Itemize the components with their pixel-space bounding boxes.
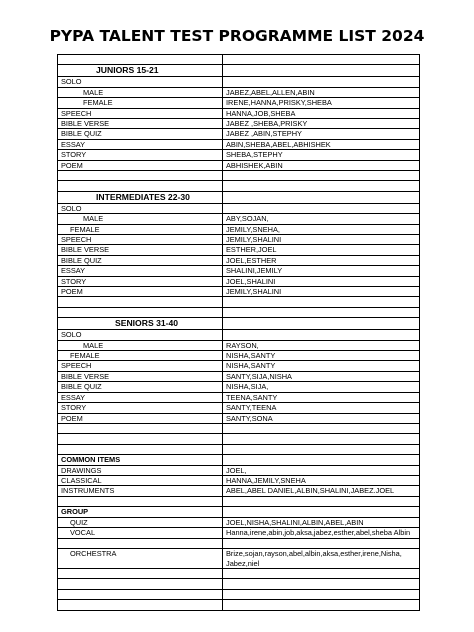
item-cell	[58, 361, 223, 371]
blank-row	[58, 181, 420, 191]
item-cell	[58, 496, 223, 506]
item-label: MALE	[83, 214, 104, 224]
names-label: NISHA,SANTY	[226, 351, 276, 361]
item-label: BIBLE QUIZ	[61, 382, 102, 392]
blank-row	[58, 171, 420, 181]
blank-row	[58, 600, 420, 610]
item-label: FEMALE	[70, 224, 100, 234]
item-cell	[58, 307, 223, 317]
names-label: ESTHER,JOEL	[226, 245, 277, 255]
blank-row	[58, 496, 420, 506]
table-row	[58, 392, 420, 402]
item-label: STORY	[61, 150, 87, 160]
names-cell	[223, 266, 420, 276]
names-cell	[223, 382, 420, 392]
names-label: JOEL,	[226, 465, 247, 475]
names-cell	[223, 351, 420, 361]
item-cell	[58, 297, 223, 307]
table-row	[58, 527, 420, 538]
table-row	[58, 403, 420, 413]
names-cell	[223, 507, 420, 517]
table-row	[58, 119, 420, 129]
item-label: FEMALE	[83, 98, 113, 108]
names-cell	[223, 403, 420, 413]
item-cell	[58, 235, 223, 245]
blank-row	[58, 569, 420, 579]
item-label: CLASSICAL	[61, 475, 102, 485]
table-row	[58, 214, 420, 224]
item-cell	[58, 548, 223, 568]
item-label: MALE	[83, 340, 104, 350]
item-cell	[58, 87, 223, 97]
item-cell	[58, 255, 223, 265]
names-cell	[223, 455, 420, 465]
blank-row	[58, 444, 420, 454]
item-label: VOCAL	[70, 527, 96, 537]
names-cell	[223, 340, 420, 350]
names-cell	[223, 65, 420, 77]
item-cell	[58, 579, 223, 589]
item-cell	[58, 318, 223, 330]
names-label: HANNA,JOB,SHEBA	[226, 108, 296, 118]
table-row	[58, 77, 420, 87]
item-cell	[58, 330, 223, 340]
names-cell	[223, 203, 420, 213]
names-label: NISHA,SANTY	[226, 361, 276, 371]
table-row	[58, 108, 420, 118]
names-label: SANTY,SIJA,NISHA	[226, 371, 292, 381]
names-label: JABEZ ,SHEBA,PRISKY	[226, 119, 308, 129]
item-cell	[58, 434, 223, 444]
item-label: MALE	[83, 87, 104, 97]
names-label: TEENA,SANTY	[226, 392, 278, 402]
names-cell	[223, 527, 420, 538]
names-label: SHEBA,STEPHY	[226, 150, 283, 160]
names-label: Hanna,irene,abin,job,aksa,jabez,esther,abel,sheba Albin	[226, 527, 411, 537]
table-row	[58, 486, 420, 496]
item-label: SPEECH	[61, 108, 92, 118]
names-cell	[223, 579, 420, 589]
blank-row	[58, 579, 420, 589]
names-label: JABEZ ,ABIN,STEPHY	[226, 129, 302, 139]
names-label: Brize,sojan,rayson,abel,albin,aksa,esther,irene,Nisha, Jabez,niel	[226, 548, 402, 568]
table-row	[58, 139, 420, 149]
item-cell	[58, 55, 223, 65]
names-cell	[223, 98, 420, 108]
names-label: ABIN,SHEBA,ABEL,ABHISHEK	[226, 139, 331, 149]
item-label: FEMALE	[70, 351, 100, 361]
table-row	[58, 413, 420, 423]
item-cell	[58, 392, 223, 402]
blank-row	[58, 423, 420, 433]
names-cell	[223, 307, 420, 317]
blank-row	[58, 307, 420, 317]
names-cell	[223, 413, 420, 423]
names-label: JEMILY,SNEHA,	[226, 224, 280, 234]
item-cell	[58, 119, 223, 129]
item-cell	[58, 77, 223, 87]
item-cell	[58, 413, 223, 423]
item-label: SPEECH	[61, 235, 92, 245]
item-cell	[58, 423, 223, 433]
table-row	[58, 129, 420, 139]
names-cell	[223, 129, 420, 139]
item-cell	[58, 276, 223, 286]
item-cell	[58, 266, 223, 276]
table-row	[58, 245, 420, 255]
table-row	[58, 255, 420, 265]
item-cell	[58, 600, 223, 610]
table-row	[58, 351, 420, 361]
table-row	[58, 150, 420, 160]
item-cell	[58, 538, 223, 548]
item-cell	[58, 382, 223, 392]
names-label: JEMILY,SHALINI	[226, 287, 282, 297]
names-label: SANTY,TEENA	[226, 403, 277, 413]
item-cell	[58, 160, 223, 170]
names-cell	[223, 330, 420, 340]
table-row	[58, 224, 420, 234]
item-cell	[58, 351, 223, 361]
item-cell	[58, 150, 223, 160]
names-cell	[223, 496, 420, 506]
table-row	[58, 203, 420, 213]
names-cell	[223, 423, 420, 433]
table-row	[58, 465, 420, 475]
names-cell	[223, 475, 420, 485]
table-row	[58, 330, 420, 340]
item-label: BIBLE VERSE	[61, 119, 110, 129]
names-cell	[223, 287, 420, 297]
names-cell	[223, 235, 420, 245]
section-heading: GROUP	[61, 507, 89, 517]
item-label: POEM	[61, 413, 83, 423]
names-label: NISHA,SIJA,	[226, 382, 269, 392]
item-label: ORCHESTRA	[70, 548, 117, 558]
names-cell	[223, 214, 420, 224]
page-title: PYPA TALENT TEST PROGRAMME LIST 2024	[49, 27, 425, 45]
item-label: STORY	[61, 276, 87, 286]
names-cell	[223, 276, 420, 286]
item-cell	[58, 340, 223, 350]
section-heading: SENIORS 31-40	[115, 318, 179, 329]
item-label: SPEECH	[61, 361, 92, 371]
names-cell	[223, 139, 420, 149]
names-cell	[223, 517, 420, 527]
table-row	[58, 340, 420, 350]
names-cell	[223, 108, 420, 118]
names-cell	[223, 318, 420, 330]
names-cell	[223, 224, 420, 234]
blank-row	[58, 297, 420, 307]
table-row	[58, 548, 420, 568]
names-label: IRENE,HANNA,PRISKY,SHEBA	[226, 98, 332, 108]
item-cell	[58, 191, 223, 203]
names-cell	[223, 150, 420, 160]
item-cell	[58, 214, 223, 224]
names-label: JOEL,SHALINI	[226, 276, 276, 286]
item-cell	[58, 403, 223, 413]
table-row	[58, 475, 420, 485]
table-row	[58, 87, 420, 97]
item-cell	[58, 108, 223, 118]
solo-label: SOLO	[61, 203, 82, 213]
item-cell	[58, 98, 223, 108]
blank-row	[58, 434, 420, 444]
section-heading: JUNIORS 15-21	[96, 65, 159, 76]
item-label: QUIZ	[70, 517, 88, 527]
item-cell	[58, 245, 223, 255]
item-label: POEM	[61, 160, 83, 170]
table-row	[58, 276, 420, 286]
section-heading: INTERMEDIATES 22-30	[96, 191, 190, 202]
blank-row	[58, 589, 420, 599]
blank-row	[58, 55, 420, 65]
names-cell	[223, 486, 420, 496]
item-cell	[58, 139, 223, 149]
solo-label: SOLO	[61, 77, 82, 87]
item-cell	[58, 444, 223, 454]
names-cell	[223, 538, 420, 548]
item-cell	[58, 455, 223, 465]
blank-row	[58, 538, 420, 548]
item-cell	[58, 569, 223, 579]
item-label: BIBLE VERSE	[61, 371, 110, 381]
names-cell	[223, 361, 420, 371]
item-cell	[58, 129, 223, 139]
item-cell	[58, 507, 223, 517]
names-cell	[223, 297, 420, 307]
names-label: SHALINI,JEMILY	[226, 266, 283, 276]
names-cell	[223, 181, 420, 191]
names-cell	[223, 392, 420, 402]
item-label: BIBLE QUIZ	[61, 129, 102, 139]
table-row	[58, 371, 420, 381]
names-label: SANTY,SONA	[226, 413, 273, 423]
names-cell	[223, 87, 420, 97]
names-cell	[223, 77, 420, 87]
item-label: INSTRUMENTS	[61, 486, 115, 496]
table-row	[58, 266, 420, 276]
table-row	[58, 361, 420, 371]
names-label: HANNA,JEMILY,SNEHA	[226, 475, 306, 485]
names-label: JOEL,NISHA,SHALINI,ALBIN,ABEL,ABIN	[226, 517, 364, 527]
item-label: ESSAY	[61, 266, 86, 276]
names-cell	[223, 465, 420, 475]
section-heading-row	[58, 65, 420, 77]
table-row	[58, 287, 420, 297]
names-cell	[223, 160, 420, 170]
item-cell	[58, 527, 223, 538]
names-cell	[223, 191, 420, 203]
item-cell	[58, 224, 223, 234]
names-cell	[223, 171, 420, 181]
names-cell	[223, 569, 420, 579]
names-label: ABHISHEK,ABIN	[226, 160, 283, 170]
item-label: BIBLE QUIZ	[61, 255, 102, 265]
table-row	[58, 160, 420, 170]
names-label: RAYSON,	[226, 340, 259, 350]
item-label: ESSAY	[61, 392, 86, 402]
item-label: POEM	[61, 287, 83, 297]
item-cell	[58, 287, 223, 297]
item-cell	[58, 371, 223, 381]
section-heading-row	[58, 191, 420, 203]
item-label: ESSAY	[61, 139, 86, 149]
names-cell	[223, 589, 420, 599]
item-label: STORY	[61, 403, 87, 413]
names-cell	[223, 245, 420, 255]
names-cell	[223, 55, 420, 65]
names-cell	[223, 548, 420, 568]
item-cell	[58, 203, 223, 213]
names-label: ABY,SOJAN,	[226, 214, 269, 224]
names-cell	[223, 371, 420, 381]
names-cell	[223, 434, 420, 444]
names-label: ABEL,ABEL DANIEL,ALBIN,SHALINI,JABEZ.JOEL	[226, 486, 395, 496]
item-cell	[58, 589, 223, 599]
solo-label: SOLO	[61, 330, 82, 340]
names-cell	[223, 255, 420, 265]
table-row	[58, 382, 420, 392]
item-cell	[58, 171, 223, 181]
programme-table	[57, 54, 420, 611]
names-cell	[223, 600, 420, 610]
section-heading-row	[58, 507, 420, 517]
item-cell	[58, 465, 223, 475]
table-row	[58, 235, 420, 245]
section-heading-row	[58, 318, 420, 330]
table-row	[58, 98, 420, 108]
section-heading-row	[58, 455, 420, 465]
item-cell	[58, 181, 223, 191]
item-cell	[58, 517, 223, 527]
item-label: DRAWINGS	[61, 465, 102, 475]
section-heading: COMMON ITEMS	[61, 455, 121, 465]
table-row	[58, 517, 420, 527]
names-label: JEMILY,SHALINI	[226, 235, 282, 245]
names-cell	[223, 444, 420, 454]
names-cell	[223, 119, 420, 129]
names-label: JABEZ,ABEL,ALLEN,ABIN	[226, 87, 315, 97]
item-cell	[58, 65, 223, 77]
item-cell	[58, 486, 223, 496]
names-label: JOEL,ESTHER	[226, 255, 277, 265]
item-label: BIBLE VERSE	[61, 245, 110, 255]
item-cell	[58, 475, 223, 485]
